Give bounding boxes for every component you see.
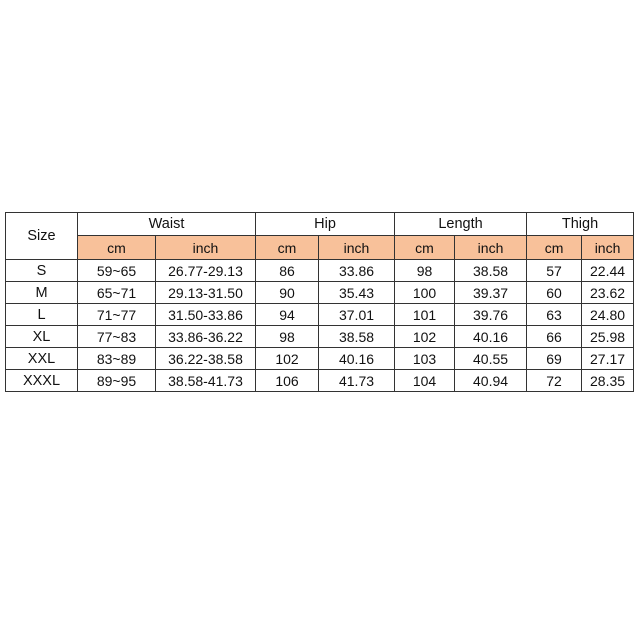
table-row [6, 260, 634, 282]
size-label-cell: S [6, 260, 78, 282]
thigh-cm-cell: 66 [527, 326, 582, 348]
thigh-inch-cell: 25.98 [582, 326, 634, 348]
hip-cm-cell: 86 [256, 260, 319, 282]
size-chart-table [5, 212, 634, 392]
waist-cm-cell: 71~77 [78, 304, 156, 326]
thigh-inch-cell: 27.17 [582, 348, 634, 370]
length-cm-cell: 100 [395, 282, 455, 304]
size-column-header: Size [6, 213, 78, 260]
thigh-cm-cell: 72 [527, 370, 582, 392]
size-label-cell: XXXL [6, 370, 78, 392]
hip-inch-unit: inch [319, 236, 395, 260]
length-inch-cell: 39.76 [455, 304, 527, 326]
waist-inch-cell: 29.13-31.50 [156, 282, 256, 304]
size-label-cell: XL [6, 326, 78, 348]
unit-header-row [6, 236, 634, 260]
thigh-header: Thigh [527, 213, 634, 236]
length-cm-cell: 102 [395, 326, 455, 348]
hip-cm-cell: 90 [256, 282, 319, 304]
table-row [6, 282, 634, 304]
waist-inch-cell: 38.58-41.73 [156, 370, 256, 392]
thigh-cm-cell: 63 [527, 304, 582, 326]
length-inch-unit: inch [455, 236, 527, 260]
length-header: Length [395, 213, 527, 236]
thigh-cm-unit: cm [527, 236, 582, 260]
table-row [6, 326, 634, 348]
waist-cm-cell: 65~71 [78, 282, 156, 304]
thigh-inch-cell: 28.35 [582, 370, 634, 392]
hip-cm-cell: 102 [256, 348, 319, 370]
hip-header: Hip [256, 213, 395, 236]
waist-cm-cell: 59~65 [78, 260, 156, 282]
size-label-cell: L [6, 304, 78, 326]
hip-inch-cell: 41.73 [319, 370, 395, 392]
table-row [6, 348, 634, 370]
hip-cm-cell: 106 [256, 370, 319, 392]
length-inch-cell: 38.58 [455, 260, 527, 282]
waist-inch-cell: 31.50-33.86 [156, 304, 256, 326]
thigh-inch-cell: 22.44 [582, 260, 634, 282]
hip-cm-cell: 94 [256, 304, 319, 326]
waist-cm-unit: cm [78, 236, 156, 260]
thigh-cm-cell: 57 [527, 260, 582, 282]
waist-cm-cell: 83~89 [78, 348, 156, 370]
hip-cm-cell: 98 [256, 326, 319, 348]
hip-inch-cell: 38.58 [319, 326, 395, 348]
length-inch-cell: 39.37 [455, 282, 527, 304]
length-cm-cell: 104 [395, 370, 455, 392]
waist-inch-cell: 36.22-38.58 [156, 348, 256, 370]
waist-cm-cell: 77~83 [78, 326, 156, 348]
length-cm-cell: 98 [395, 260, 455, 282]
length-inch-cell: 40.16 [455, 326, 527, 348]
length-cm-unit: cm [395, 236, 455, 260]
thigh-cm-cell: 69 [527, 348, 582, 370]
waist-header: Waist [78, 213, 256, 236]
hip-cm-unit: cm [256, 236, 319, 260]
waist-inch-unit: inch [156, 236, 256, 260]
group-header-row [6, 213, 634, 236]
thigh-inch-unit: inch [582, 236, 634, 260]
hip-inch-cell: 40.16 [319, 348, 395, 370]
hip-inch-cell: 33.86 [319, 260, 395, 282]
waist-inch-cell: 33.86-36.22 [156, 326, 256, 348]
length-inch-cell: 40.55 [455, 348, 527, 370]
size-label-cell: XXL [6, 348, 78, 370]
table-row [6, 370, 634, 392]
hip-inch-cell: 35.43 [319, 282, 395, 304]
thigh-inch-cell: 23.62 [582, 282, 634, 304]
waist-inch-cell: 26.77-29.13 [156, 260, 256, 282]
thigh-inch-cell: 24.80 [582, 304, 634, 326]
waist-cm-cell: 89~95 [78, 370, 156, 392]
thigh-cm-cell: 60 [527, 282, 582, 304]
length-cm-cell: 103 [395, 348, 455, 370]
table-row [6, 304, 634, 326]
length-inch-cell: 40.94 [455, 370, 527, 392]
length-cm-cell: 101 [395, 304, 455, 326]
hip-inch-cell: 37.01 [319, 304, 395, 326]
size-label-cell: M [6, 282, 78, 304]
